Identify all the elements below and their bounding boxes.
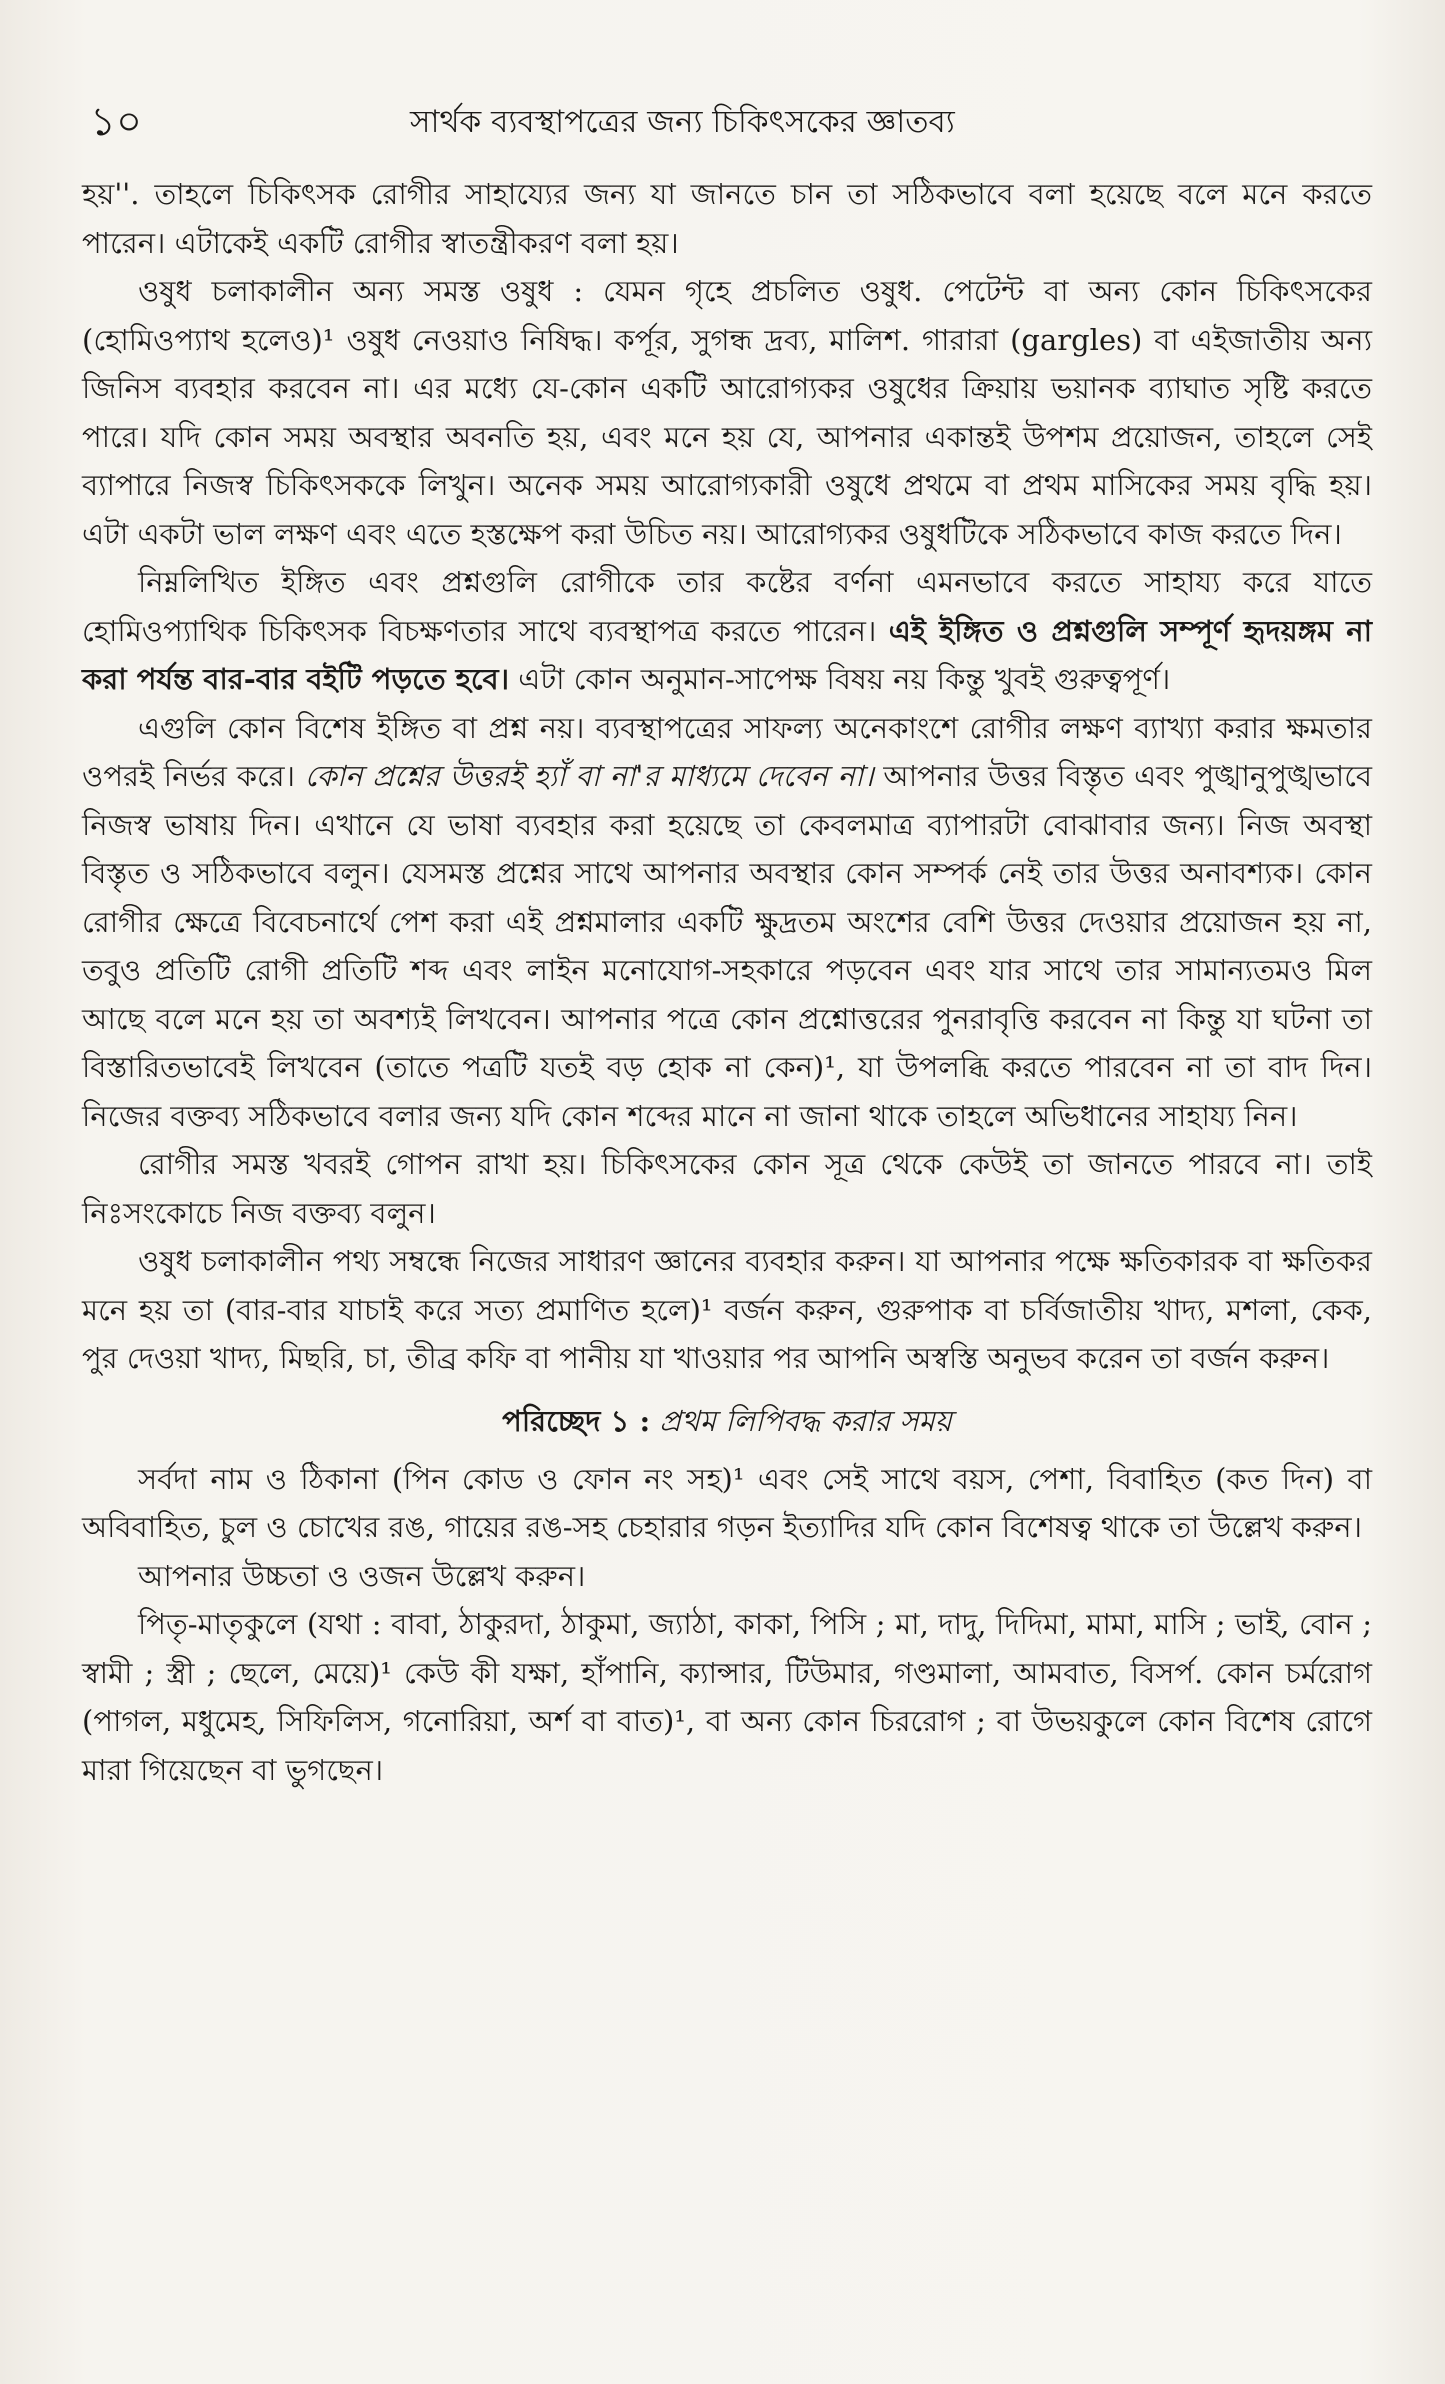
section-heading [82, 1397, 1372, 1445]
paragraph [82, 704, 1372, 1141]
paragraph: পিতৃ-মাতৃকুলে (যথা : বাবা, ঠাকুরদা, ঠাকুমা, জ্যাঠা, কাকা, পিসি ; মা, দাদু, দিদিমা, মামা, মাসি ; ভাই, বোন ; স্বামী ; স্ত্রী ; ছেলে, মেয়ে)¹ কেউ কী যক্ষা, হাঁপানি, ক্যান্সার, টিউমার, গণ্ডমালা, আমবাত, বিসর্প. কোন চর্মরোগ (পাগল, মধুমেহ, সিফিলিস, গনোরিয়া, অর্শ বা বাত)¹, বা অন্য কোন চিররোগ ; বা উভয়কুলে কোন বিশেষ রোগে মারা গিয়েছেন বা ভুগছেন। [82, 1607, 1372, 1787]
paragraph-text: এগুলি কোন বিশেষ ইঙ্গিত বা প্রশ্ন নয়। ব্যবস্থাপত্রের সাফল্য অনেকাংশে রোগীর লক্ষণ ব্যাখ্যা করার ক্ষমতার ওপরই নির্ভর করে। [82, 710, 1372, 793]
paragraph [82, 558, 1372, 704]
paragraph: ওষুধ চলাকালীন অন্য সমস্ত ওষুধ : যেমন গৃহে প্রচলিত ওষুধ. পেটেন্ট বা অন্য কোন চিকিৎসকের (হোমিওপ্যাথ হলেও)¹ ওষুধ নেওয়াও নিষিদ্ধ। কর্পূর, সুগন্ধ দ্রব্য, মালিশ. গারারা (gargles) বা এইজাতীয় অন্য জিনিস ব্যবহার করবেন না। এর মধ্যে যে-কোন একটি আরোগ্যকর ওষুধের ক্রিয়ায় ভয়ানক ব্যাঘাত সৃষ্টি করতে পারে। যদি কোন সময় অবস্থার অবনতি হয়, এবং মনে হয় যে, আপনার একান্তই উপশম প্রয়োজন, তাহলে সেই ব্যাপারে নিজস্ব চিকিৎসককে লিখুন। অনেক সময় আরোগ্যকারী ওষুধে প্রথমে বা প্রথম মাসিকের সময় বৃদ্ধি হয়। এটা একটা ভাল লক্ষণ এবং এতে হস্তক্ষেপ করা উচিত নয়। আরোগ্যকর ওষুধটিকে সঠিকভাবে কাজ করতে দিন। [82, 274, 1372, 551]
section-label: পরিচ্ছেদ ১ : [502, 1403, 651, 1438]
page-number: ১০ [90, 99, 142, 145]
paragraph-text: আপনার উত্তর বিস্তৃত এবং পুঙ্খানুপুঙ্খভাবে নিজস্ব ভাষায় দিন। এখানে যে ভাষা ব্যবহার করা হয়েছে তা কেবলমাত্র ব্যাপারটা বোঝাবার জন্য। নিজ অবস্থা বিস্তৃত ও সঠিকভাবে বলুন। যেসমস্ত প্রশ্নের সাথে আপনার অবস্থার কোন সম্পর্ক নেই তার উত্তর অনাবশ্যক। কোন রোগীর ক্ষেত্রে বিবেচনার্থে পেশ করা এই প্রশ্নমালার একটি ক্ষুদ্রতম অংশের বেশি উত্তর দেওয়ার প্রয়োজন হয় না, তবুও প্রতিটি রোগী প্রতিটি শব্দ এবং লাইন মনোযোগ-সহকারে পড়বেন এবং যার সাথে তার সামান্যতমও মিল আছে বলে মনে হয় তা অবশ্যই লিখবেন। আপনার পত্রে কোন প্রশ্নোত্তরের পুনরাবৃত্তি করবেন না কিন্তু যা ঘটনা তা বিস্তারিতভাবেই লিখবেন (তাতে পত্রটি যতই বড় হোক না কেন)¹, যা উপলব্ধি করতে পারবেন না তা বাদ দিন। নিজের বক্তব্য সঠিকভাবে বলার জন্য যদি কোন শব্দের মানে না জানা থাকে তাহলে অভিধানের সাহায্য নিন। [82, 759, 1372, 1133]
emphasis-italic: কোন প্রশ্নের উত্তরই হ্যাঁ বা না'র মাধ্যমে দেবেন না। [304, 759, 874, 793]
paragraph-text: নিম্নলিখিত ইঙ্গিত এবং প্রশ্নগুলি রোগীকে তার কষ্টের বর্ণনা এমনভাবে করতে সাহায্য করে যাতে হোমিওপ্যাথিক চিকিৎসক বিচক্ষণতার সাথে ব্যবস্থাপত্র করতে পারেন। [82, 565, 1372, 648]
paragraph: সর্বদা নাম ও ঠিকানা (পিন কোড ও ফোন নং সহ)¹ এবং সেই সাথে বয়স, পেশা, বিবাহিত (কত দিন) বা অবিবাহিত, চুল ও চোখের রঙ, গায়ের রঙ-সহ চেহারার গড়ন ইত্যাদির যদি কোন বিশেষত্ব থাকে তা উল্লেখ করুন। [82, 1461, 1372, 1544]
section-title: প্রথম লিপিবদ্ধ করার সময় [659, 1403, 952, 1438]
paragraph-text: এটা কোন অনুমান-সাপেক্ষ বিষয় নয় কিন্তু খুবই গুরুত্বপূর্ণ। [509, 662, 1171, 696]
paragraph: হয়''. তাহলে চিকিৎসক রোগীর সাহায্যের জন্য যা জানতে চান তা সঠিকভাবে বলা হয়েছে বলে মনে করতে পারেন। এটাকেই একটি রোগীর স্বাতন্ত্রীকরণ বলা হয়। [82, 177, 1372, 260]
paragraph: ওষুধ চলাকালীন পথ্য সম্বন্ধে নিজের সাধারণ জ্ঞানের ব্যবহার করুন। যা আপনার পক্ষে ক্ষতিকারক বা ক্ষতিকর মনে হয় তা (বার-বার যাচাই করে সত্য প্রমাণিত হলে)¹ বর্জন করুন, গুরুপাক বা চর্বিজাতীয় খাদ্য, মশলা, কেক, পুর দেওয়া খাদ্য, মিছরি, চা, তীব্র কফি বা পানীয় যা খাওয়ার পর আপনি অস্বস্তি অনুভব করেন তা বর্জন করুন। [82, 1244, 1372, 1375]
running-title: সার্থক ব্যবস্থাপত্রের জন্য চিকিৎসকের জ্ঞাতব্য [410, 104, 955, 140]
emphasis-bold: এই ইঙ্গিত ও প্রশ্নগুলি সম্পূর্ণ হৃদয়ঙ্গম না করা পর্যন্ত বার-বার বইটি পড়তে হবে। [82, 613, 1372, 696]
page-header [90, 92, 1380, 152]
body-text [82, 170, 1372, 1794]
paragraph: আপনার উচ্চতা ও ওজন উল্লেখ করুন। [138, 1558, 586, 1593]
paragraph: রোগীর সমস্ত খবরই গোপন রাখা হয়। চিকিৎসকের কোন সূত্র থেকে কেউই তা জানতে পারবে না। তাই নিঃসংকোচে নিজ বক্তব্য বলুন। [82, 1147, 1372, 1230]
